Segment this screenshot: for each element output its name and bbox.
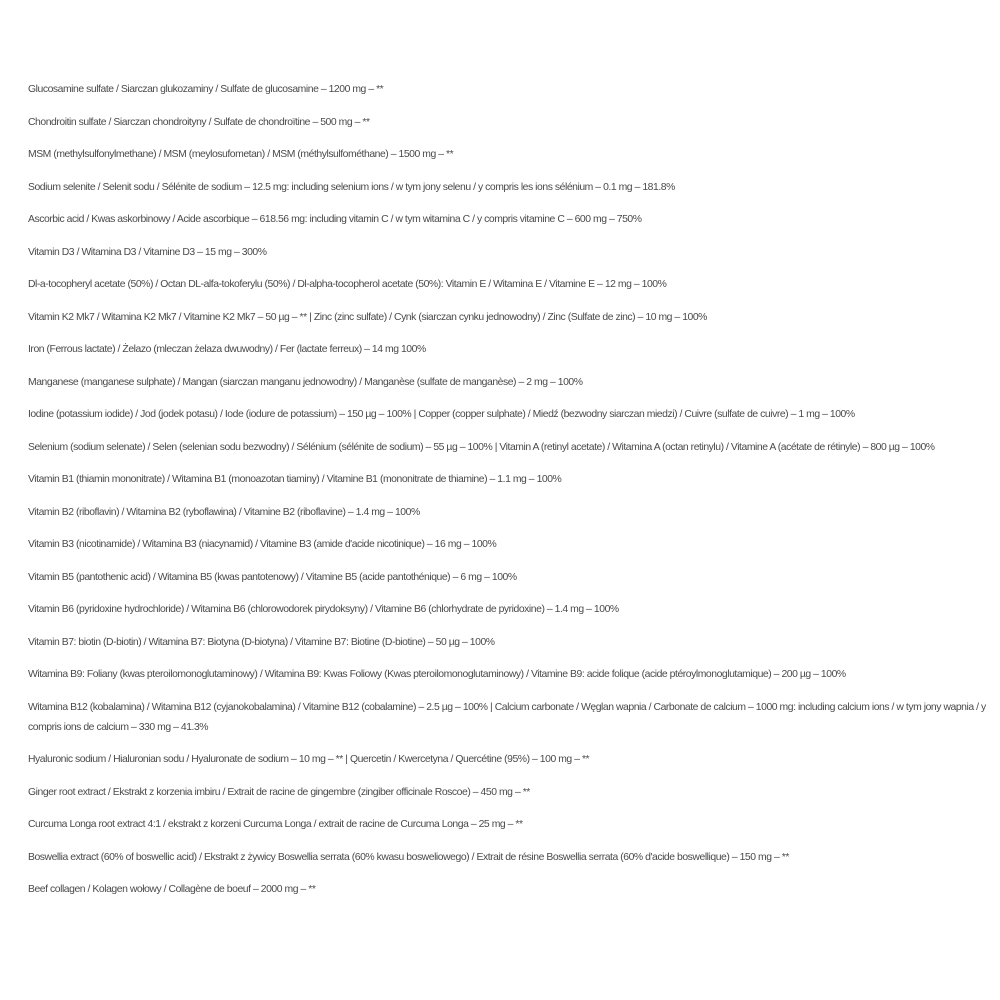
ingredient-item-vitamin-b6: Vitamin B6 (pyridoxine hydrochloride) / Witamina B6 (chlorowodorek pirydoksyny) / Vitamine B6 (chlorhydrate de pyridoxine) – 1.4 mg – 100% (28, 604, 619, 615)
ingredient-item-glucosamine: Glucosamine sulfate / Siarczan glukozaminy / Sulfate de glucosamine – 1200 mg – ** (28, 84, 384, 95)
ingredient-item-vitamin-b2: Vitamin B2 (riboflavin) / Witamina B2 (ryboflawina) / Vitamine B2 (riboflavine) – 1.4 mg – 100% (28, 506, 420, 518)
ingredient-item-iron: Iron (Ferrous lactate) / Żelazo (mleczan żelaza dwuwodny) / Fer (lactate ferreux) – 14 mg 100% (28, 344, 426, 355)
ingredient-item-vitamin-b5: Vitamin B5 (pantothenic acid) / Witamina B5 (kwas pantotenowy) / Vitamine B5 (acide pantothénique) – 6 mg – 100% (28, 571, 517, 583)
ingredient-item-ginger: Ginger root extract / Ekstrakt z korzenia imbiru / Extrait de racine de gingembre (zingiber officinale Roscoe) – 450 mg – ** (28, 786, 530, 798)
ingredient-item-chondroitin: Chondroitin sulfate / Siarczan chondroityny / Sulfate de chondroïtine – 500 mg – ** (28, 116, 370, 128)
ingredient-item-msm: MSM (methylsulfonylmethane) / MSM (meylosufometan) / MSM (méthylsulfométhane) – 1500 mg – ** (28, 149, 454, 160)
ingredient-item-manganese: Manganese (manganese sulphate) / Mangan (siarczan manganu jednowodny) / Manganèse (sulfate de manganèse) – 2 mg – 100% (28, 376, 583, 388)
ingredient-item-selenium-vitamin-a: Selenium (sodium selenate) / Selen (selenian sodu bezwodny) / Sélénium (sélénite de sodium) – 55 µg – 100% | Vitamin A (retinyl acetate) / Witamina A (octan retinylu) / Vitamine A (acétate de rétinyle) – 800 µg – 100% (28, 441, 935, 453)
ingredient-item-vitamin-b12-calcium: Witamina B12 (kobalamina) / Witamina B12 (cyjanokobalamina) / Vitamine B12 (cobalamine) – 2.5 µg – 100% | Calcium carbonate / Węglan wapnia / Carbonate de calcium – 1000 mg: including calcium ions / w tym jony wapnia / y compris ions de calcium – 330 mg – 41.3% (28, 701, 986, 733)
ingredient-item-vitamin-b1: Vitamin B1 (thiamin mononitrate) / Witamina B1 (monoazotan tiaminy) / Vitamine B1 (mononitrate de thiamine) – 1.1 mg – 100% (28, 474, 562, 485)
ingredient-item-vitamin-d3: Vitamin D3 / Witamina D3 / Vitamine D3 – 15 mg – 300% (28, 246, 267, 258)
ingredient-item-hyaluronic-quercetin: Hyaluronic sodium / Hialuronian sodu / Hyaluronate de sodium – 10 mg – ** | Quercetin / Kwercetyna / Quercétine (95%) – 100 mg – ** (28, 754, 590, 765)
ingredient-item-sodium-selenite: Sodium selenite / Selenit sodu / Sélénite de sodium – 12.5 mg: including selenium ions / w tym jony selenu / y compris les ions sélénium – 0.1 mg – 181.8% (28, 181, 675, 193)
ingredient-item-vitamin-e: Dl-a-tocopheryl acetate (50%) / Octan DL-alfa-tokoferylu (50%) / Dl-alpha-tocopherol acetate (50%): Vitamin E / Witamina E / Vitamine E – 12 mg – 100% (28, 279, 667, 290)
ingredient-item-vitamin-k2-zinc: Vitamin K2 Mk7 / Witamina K2 Mk7 / Vitamine K2 Mk7 – 50 µg – ** | Zinc (zinc sulfate) / Cynk (siarczan cynku jednowodny) / Zinc (Sulfate de zinc) – 10 mg – 100% (28, 311, 707, 323)
ingredient-item-vitamin-b3: Vitamin B3 (nicotinamide) / Witamina B3 (niacynamid) / Vitamine B3 (amide d'acide nicotinique) – 16 mg – 100% (28, 539, 497, 550)
ingredient-list (28, 80, 986, 913)
ingredient-item-vitamin-b7: Vitamin B7: biotin (D-biotin) / Witamina B7: Biotyna (D-biotyna) / Vitamine B7: Biotine (D-biotine) – 50 µg – 100% (28, 636, 495, 648)
ingredient-item-beef-collagen: Beef collagen / Kolagen wołowy / Collagène de boeuf – 2000 mg – ** (28, 884, 316, 895)
ingredient-item-vitamin-b9: Witamina B9: Foliany (kwas pteroilomonoglutaminowy) / Witamina B9: Kwas Foliowy (Kwas pteroilomonoglutaminowy) / Vitamine B9: acide folique (acide ptéroylmonoglutamique) – 200 µg – 100% (28, 669, 846, 680)
ingredient-item-iodine-copper: Iodine (potassium iodide) / Jod (jodek potasu) / Iode (iodure de potassium) – 150 µg – 100% | Copper (copper sulphate) / Miedź (bezwodny siarczan miedzi) / Cuivre (sulfate de cuivre) – 1 mg – 100% (28, 409, 855, 420)
ingredient-item-curcuma: Curcuma Longa root extract 4:1 / ekstrakt z korzeni Curcuma Longa / extrait de racine de Curcuma Longa – 25 mg – ** (28, 819, 523, 830)
ingredient-item-boswellia: Boswellia extract (60% of boswellic acid) / Ekstrakt z żywicy Boswellia serrata (60% kwasu bosweliowego) / Extrait de résine Boswellia serrata (60% d'acide boswellique) – 150 mg – ** (28, 851, 789, 863)
ingredient-item-ascorbic-acid: Ascorbic acid / Kwas askorbinowy / Acide ascorbique – 618.56 mg: including vitamin C / w tym witamina C / y compris vitamine C – 600 mg – 750% (28, 214, 642, 225)
